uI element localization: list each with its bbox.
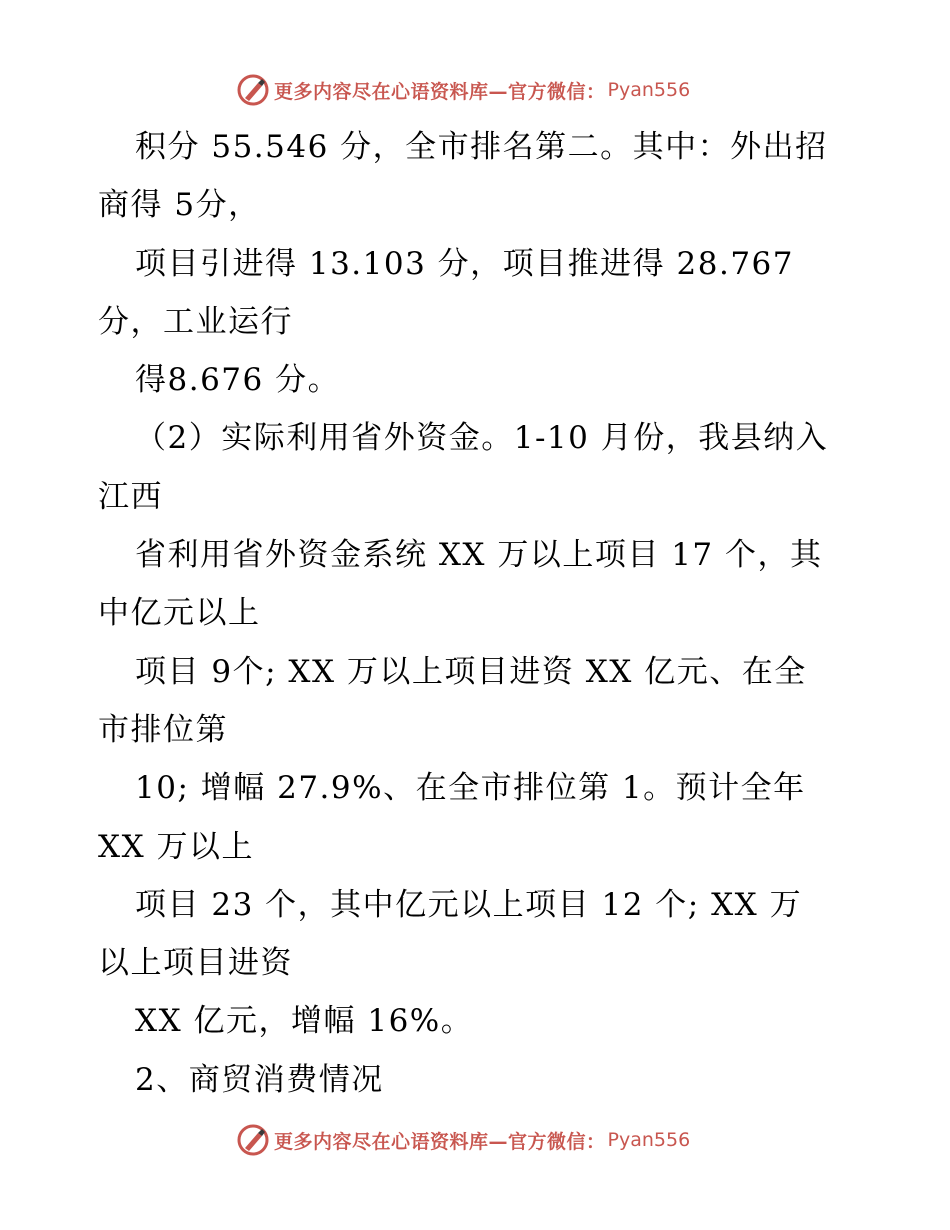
text-line: 项目 23 个，其中亿元以上项目 12 个; XX 万: [135, 886, 803, 923]
footer-watermark-banner: [0, 1120, 950, 1160]
text-line: 中亿元以上: [98, 595, 261, 632]
text-line: 得8.676 分。: [135, 362, 341, 399]
text-line: 市排位第: [98, 711, 228, 748]
pen-logo-icon: [236, 73, 270, 107]
banner-text: 更多内容尽在心语资料库—官方微信：: [274, 1130, 606, 1153]
text-line: 省利用省外资金系统 XX 万以上项目 17 个，其: [135, 537, 823, 574]
banner-wechat-id: Pyan556: [607, 1129, 691, 1151]
text-line: 项目引进得 13.103 分，项目推进得 28.767: [135, 245, 795, 282]
document-body: [98, 118, 858, 1109]
text-line: XX 亿元，增幅 16%。: [135, 1003, 474, 1040]
banner-text: 更多内容尽在心语资料库—官方微信：: [274, 80, 606, 103]
text-line: 以上项目进资: [98, 945, 293, 982]
text-line: （2）实际利用省外资金。1-10 月份，我县纳入: [135, 420, 829, 457]
text-line: 江西: [98, 478, 163, 515]
header-watermark-banner: [0, 70, 950, 110]
pen-logo-icon: [236, 1123, 270, 1157]
text-line: 商得 5分，: [98, 187, 261, 224]
text-line: XX 万以上: [98, 828, 254, 865]
text-line: 2、商贸消费情况: [135, 1061, 384, 1098]
text-line: 10; 增幅 27.9%、在全市排位第 1。预计全年: [135, 770, 806, 807]
text-line: 项目 9个; XX 万以上项目进资 XX 亿元、在全: [135, 653, 807, 690]
banner-wechat-id: Pyan556: [607, 79, 691, 101]
text-line: 分，工业运行: [98, 303, 293, 340]
text-line: 积分 55.546 分，全市排名第二。其中：外出招: [135, 129, 828, 165]
